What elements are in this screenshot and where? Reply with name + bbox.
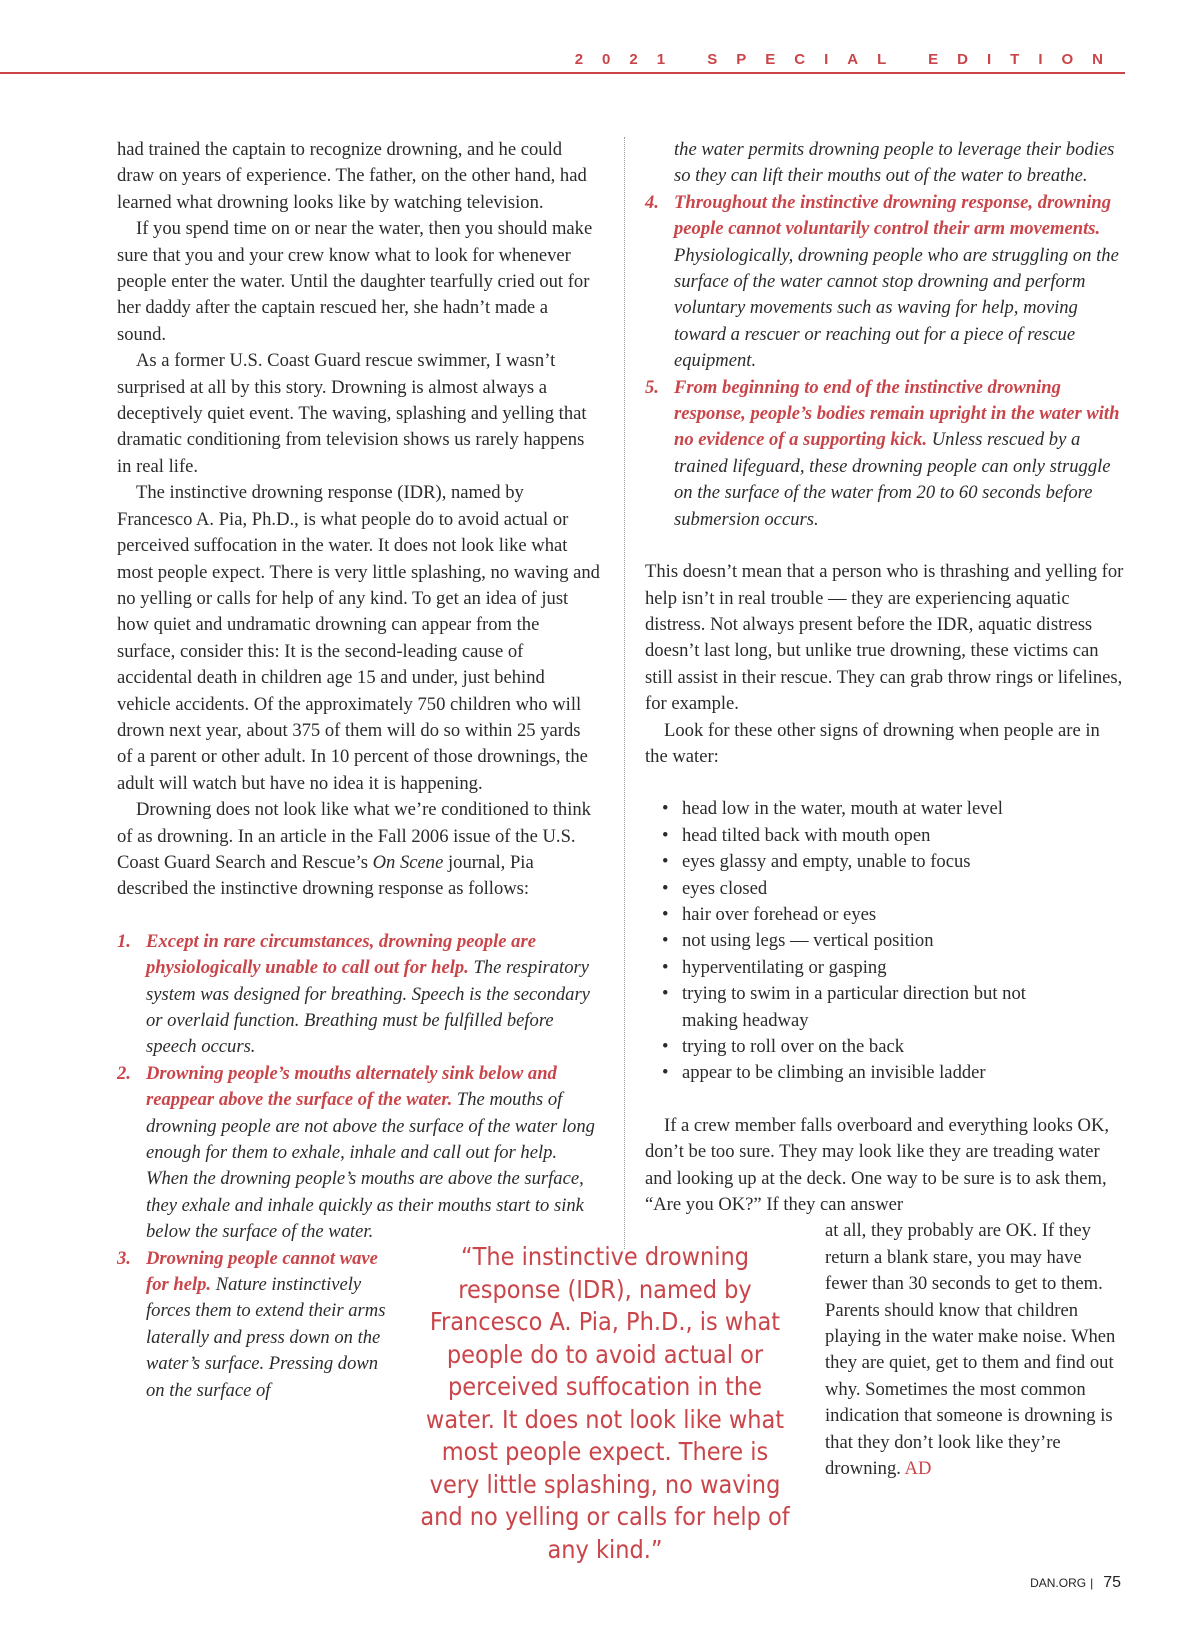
signs-list (645, 796, 1125, 1086)
list-item (117, 1246, 396, 1404)
paragraph-continued (825, 1218, 1125, 1482)
journal-title: On Scene (372, 851, 444, 873)
paragraph: The instinctive drowning response (IDR), named by Francesco A. Pia, Ph.D., is what people do to avoid actual or perceived suffocation in the water. It does not look like what most people expect. There is very little splashing, no waving and no yelling or calls for help of any kind. To get an idea of just how quiet and undramatic drowning can appear from the surface, consider this: It is the second-leading cause of accidental death in children age 15 and under, just behind vehicle accidents. Of the approximately 750 children who will drown next year, about 375 of them will do so within 25 yards of a parent or other adult. In 10 percent of those drownings, the adult will watch but have no idea it is happening. (117, 482, 600, 794)
signoff-mark: AD (904, 1458, 932, 1480)
list-item: • appear to be climbing an invisible ladder (660, 1060, 1125, 1086)
list-lead: Drowning people cannot wave for help. (146, 1247, 378, 1296)
list-body: Unless rescued by a trained lifeguard, these drowning people can only struggle on the surface of the water from 20 to 60 seconds before submersion occurs. (674, 429, 1111, 530)
footer-separator: | (1090, 1576, 1094, 1590)
list-item: • eyes glassy and empty, unable to focus (660, 849, 1125, 875)
list-item: • hair over forehead or eyes (660, 902, 1125, 928)
list-number: 5. (645, 376, 659, 398)
pull-quote: “The instinctive drowning response (IDR), named by Francesco A. Pia, Ph.D., is what people do to avoid actual or perceived suffocation in the water. It does not look like what most people expect. There is very little splashing, no waving and no yelling or calls for help of any kind.” (420, 1242, 790, 1564)
paragraph (117, 797, 600, 903)
header-rule (0, 72, 1125, 74)
paragraph: If a crew member falls overboard and everything looks OK, don’t be too sure. They may look like they are treading water and looking up at the deck. One way to be sure is to ask them, “Are you OK?” If they can answer (645, 1114, 1110, 1216)
list-item: • hyperventilating or gasping (660, 955, 1125, 981)
list-item-continued (645, 137, 1125, 190)
list-item: • trying to roll over on the back (660, 1034, 1125, 1060)
list-lead: From beginning to end of the instinctive drowning response, people’s bodies remain upright in the water with no evidence of a supporting kick. (674, 376, 1120, 451)
list-lead: Drowning people’s mouths alternately sink below and reappear above the surface of the water. (146, 1062, 557, 1111)
list-body: Nature instinctively forces them to extend their arms laterally and press down on the water’s surface. Pressing down on the surface of (146, 1274, 386, 1401)
column-divider (624, 137, 625, 1249)
page-footer (1030, 1574, 1121, 1592)
list-number: 4. (645, 191, 659, 213)
list-lead: Throughout the instinctive drowning response, drowning people cannot voluntarily control their arm movements. (674, 191, 1112, 240)
edition-header: 2021 SPECIAL EDITION (574, 51, 1122, 68)
idr-list-continued (645, 137, 1125, 533)
paragraph-text: Drowning does not look like what we’re conditioned to think of as drowning. In an article in the Fall 2006 issue of the U.S. Coast Guard Search and Rescue’s (117, 799, 591, 873)
list-body: The mouths of drowning people are not above the surface of the water long enough for them to exhale, inhale and call out for help. When the drowning people’s mouths are above the surface, they exhale and inhale quickly as their mouths start to sink below the surface of the water. (146, 1089, 595, 1243)
paragraph-text: at all, they probably are OK. If they return a blank stare, you may have fewer than 30 seconds to get to them. Parents should know that children playing in the water make noise. When they are quiet, get to them and find out why. Sometimes the most common indication that someone is drowning is that they don’t look like they’re drowning. (825, 1220, 1116, 1480)
list-item: • eyes closed (660, 876, 1125, 902)
list-lead: Except in rare circumstances, drowning people are physiologically unable to call out for help. (146, 930, 536, 979)
list-item: • not using legs — vertical position (660, 928, 1125, 954)
paragraph: Look for these other signs of drowning when people are in the water: (645, 719, 1100, 767)
paragraph-text: journal, Pia described the instinctive drowning response as follows: (117, 851, 534, 900)
list-number: 3. (117, 1247, 131, 1269)
list-item (645, 375, 1125, 533)
list-item: • trying to swim in a particular direction but not making headway (660, 981, 1062, 1034)
list-item (645, 190, 1125, 375)
list-body: the water permits drowning people to leverage their bodies so they can lift their mouths out of the water to breathe. (674, 139, 1115, 187)
list-body: Physiologically, drowning people who are struggling on the surface of the water cannot stop drowning and perform voluntary movements such as waving for help, moving toward a rescuer or reaching out for a piece of rescue equipment. (674, 244, 1119, 372)
paragraph: This doesn’t mean that a person who is thrashing and yelling for help isn’t in real trouble — they are experiencing aquatic distress. Not always present before the IDR, aquatic distress doesn’t last long, but unlike true drowning, these victims can still assist in their rescue. They can grab throw rings or lifelines, for example. (645, 561, 1124, 715)
paragraph: As a former U.S. Coast Guard rescue swimmer, I wasn’t surprised at all by this story. Drowning is almost always a deceptively quiet event. The waving, splashing and yelling that dramatic conditioning from television shows us rarely happens in real life. (117, 350, 587, 477)
list-number: 1. (117, 930, 131, 952)
left-column (117, 137, 600, 1404)
list-item (117, 929, 600, 1061)
paragraph: had trained the captain to recognize drowning, and he could draw on years of experience. The father, on the other hand, had learned what drowning looks like by watching television. (117, 139, 587, 213)
list-body: The respiratory system was designed for breathing. Speech is the secondary or overlaid function. Breathing must be fulfilled before speech occurs. (146, 957, 590, 1058)
list-item: • head low in the water, mouth at water level (660, 796, 1125, 822)
list-item: • head tilted back with mouth open (660, 823, 1125, 849)
site-name: DAN.ORG (1030, 1576, 1087, 1590)
list-number: 2. (117, 1062, 131, 1084)
paragraph: If you spend time on or near the water, then you should make sure that you and your crew know what to look for whenever people enter the water. Until the daughter tearfully cried out for her daddy after the captain rescued her, she hadn’t made a sound. (117, 218, 593, 345)
page-number: 75 (1103, 1574, 1121, 1591)
list-item (117, 1061, 600, 1246)
